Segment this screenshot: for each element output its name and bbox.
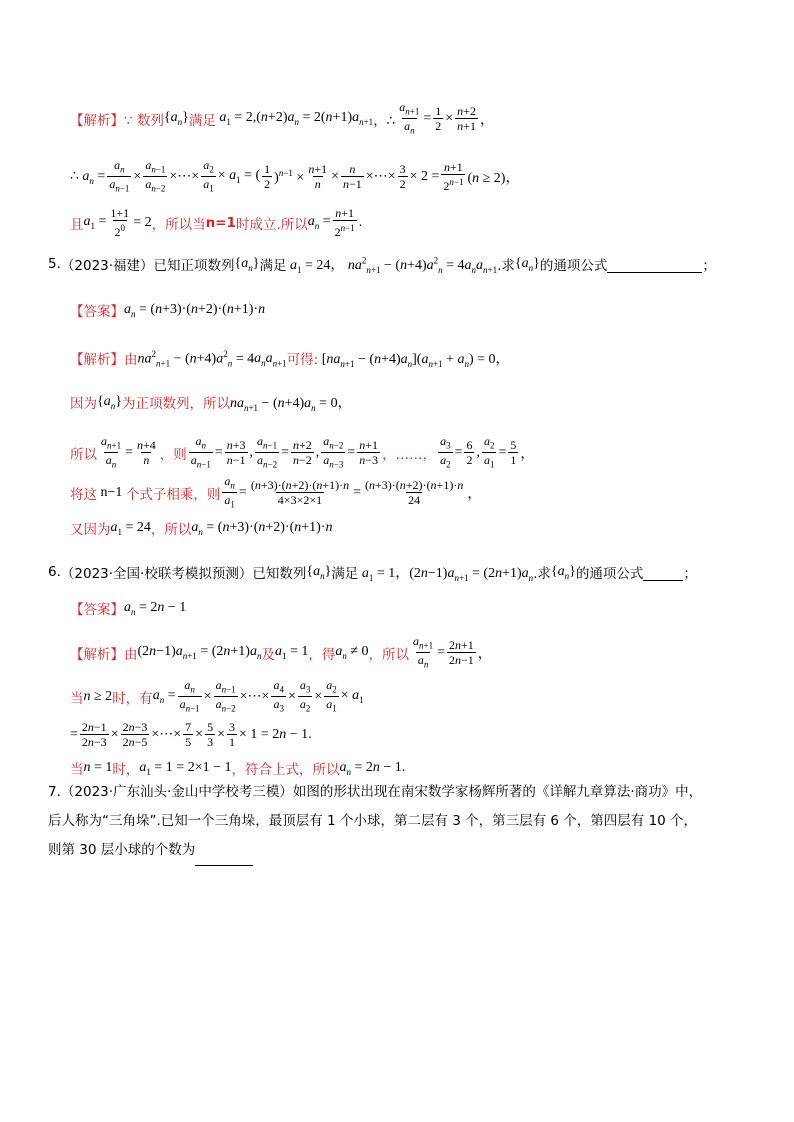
analysis5-line3: 所以 $\frac{a_{n+1}}{a_n}$ = $\frac{n+4}{n}$ ，则 $\frac{a_n}{a_{n-1}}$ = $\frac{n+3}{n-1}$ , $\frac{a_{n-1}}{a_{n-2}}$ = $\frac{n+2}{n-2}$ , $\frac{a_{n-2}}{a_{n-3}}$ = $\frac{n+1}{n-3}$ ，……， $\frac{a_3}{a_2}$ = $\frac{6}{2}$ , $\frac{a_2}{a_1}$ = $\frac{5}{1}$ ， <box>70 434 535 470</box>
question-6: 6. （2023·全国·校联考模拟预测） 已知数列 $\{a_n\}$ 满足 $a_1 = 1$，$(2n-1)a_{n+1} = (2n+1)a_n$ .求 $\{a_n\}$ 的通项公式 ； <box>48 564 697 583</box>
answer-blank <box>195 836 253 866</box>
answer-blank <box>643 564 683 581</box>
answer-5: 【答案】 $a_n = (n+3)\cdot(n+2)\cdot(n+1)\cdot n$ <box>70 301 266 320</box>
analysis6-line3: = $\frac{2n-1}{2n-3}$ × $\frac{2n-3}{2n-5}$ ×⋯× $\frac{7}{5}$ × $\frac{5}{3}$ × $\frac{3}{1}$ × 1 = 2n − 1. <box>70 720 312 749</box>
question-5: 5. （2023·福建） 已知正项数列 $\{a_n\}$ 满足 $a_1 = 24$， $na^2_{n+1} - (n+4)a^2_n = 4a_na_{n+1}$ .求 $\{a_n\}$ 的通项公式 ； <box>48 255 716 275</box>
analysis6-line2: 当 n ≥ 2 时，有 $a_n$ = $\frac{a_n}{a_{n-1}}$ × $\frac{a_{n-1}}{a_{n-2}}$ ×⋯× $\frac{a_4}{a_3}$ × $\frac{a_3}{a_2}$ × $\frac{a_2}{a_1}$ × $a_1$ <box>70 678 364 714</box>
analysis5-line5: 又因为 $a_1 = 24$ ，所以 $a_n = (n+3)\cdot(n+2)\cdot(n+1)\cdot n$ <box>70 519 333 538</box>
analysis-tag: 【解析】 <box>70 112 124 129</box>
analysis5-line2: 因为 $\{a_n\}$ 为正项数列，所以 $na_{n+1} - (n+4)a_n = 0$， <box>70 394 352 413</box>
answer-blank <box>607 256 702 273</box>
answer-6: 【答案】 $a_n = 2n - 1$ <box>70 599 187 618</box>
question-7: 7.（2023·广东汕头·金山中学校考三模）如图的形状出现在南宋数学家杨辉所著的《详解九章算法·商功》中， 后人称为“三角垛”.已知一个三角垛，最顶层有 1 个小球，第二层有 3 个，第三层有 6 个，第四层有 10 个， 则第 30 层小球的个数为 <box>48 778 748 866</box>
analysis4-line2: ∴ $a_n$ = $\frac{a_n}{a_{n-1}}$ × $\frac{a_{n-1}}{a_{n-2}}$ ×⋯× $\frac{a_2}{a_1}$ × $a_1$ = ( $\frac{1}{2}$ )$^{n-1}$ × $\frac{n+1}{n}$ × $\frac{n}{n-1}$ ×⋯× $\frac{3}{2}$ × 2 = $\frac{n+1}{2^{n-1}}$ (n ≥ 2)， <box>70 158 520 194</box>
analysis4-line3: 且 $a_1$ = $\frac{1+1}{2^0}$ = 2 ，所以当 n=1 时成立.所以 $a_n$ = $\frac{n+1}{2^{n-1}}$ . <box>70 206 363 239</box>
analysis4-line1: 【解析】 ∵ 数列 $\{a_n\}$ 满足 $a_1 = 2,(n+2)a_n = 2(n+1)a_{n+1}$ ，∴ $\frac{a_{n+1}}{a_n}$ = $\frac{1}{2}$ × $\frac{n+2}{n+1}$ ， <box>70 100 494 136</box>
analysis5-line4: 将这 n−1 个式子相乘，则 $\frac{a_n}{a_1}$ = $\frac{(n+3)\cdot(n+2)\cdot(n+1)\cdot n}{4\times 3\times 2\times 1}$ = $\frac{(n+3)\cdot(n+2)\cdot(n+1)\cdot n}{24}$ ， <box>70 474 482 510</box>
analysis6-line4: 当 n = 1 时， $a_1 = 1 = 2\times 1 - 1$ ，符合上式，所以 $a_n = 2n - 1$. <box>70 759 406 778</box>
analysis5-line1: 【解析】 由 $na^2_{n+1} - (n+4)a^2_n = 4a_na_{n+1}$ 可得: $[na_{n+1} - (n+4)a_n](a_{n+1} + a_n) = 0$， <box>70 348 510 369</box>
analysis6-line1: 【解析】 由 $(2n-1)a_{n+1} = (2n+1)a_n$ 及 $a_1 = 1$ ，得 $a_n \ne 0$ ，所以 $\frac{a_{n+1}}{a_n}$ = $\frac{2n+1}{2n-1}$ ， <box>70 634 492 670</box>
